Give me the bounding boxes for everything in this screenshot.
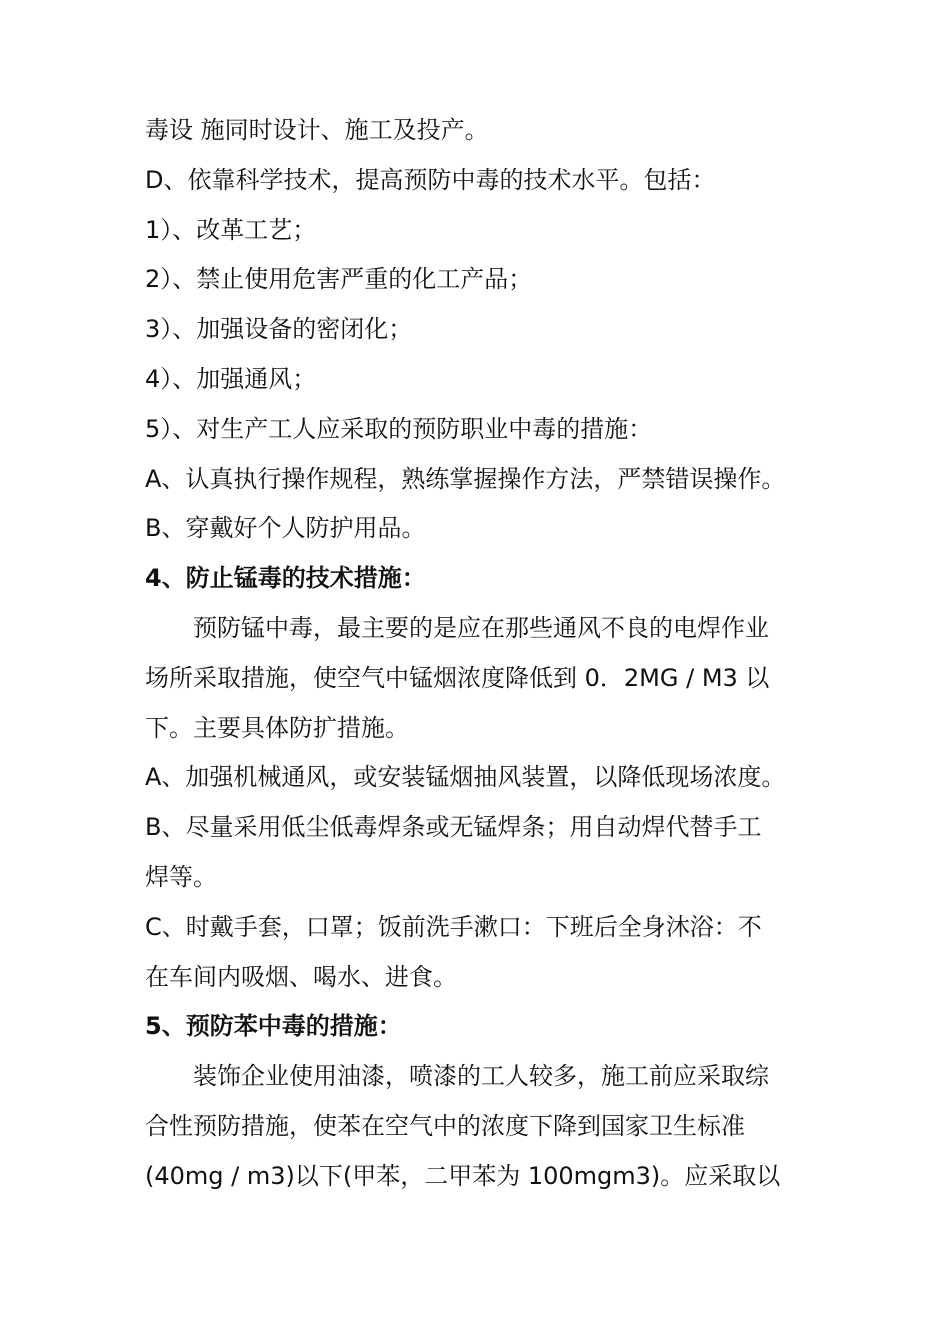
list-item: 1）、改革工艺； [145,215,317,244]
list-item: 5）、对生产工人应采取的预防职业中毒的措施： [145,414,653,443]
section-heading-manganese: 4、防止锰毒的技术措施： [145,564,426,593]
paragraph-line: (40mg / m3)以下(甲苯，二甲苯为 100mgm3)。应采取以 [145,1161,781,1190]
list-item-continuation: 在车间内吸烟、喝水、进食。 [145,962,457,991]
paragraph-line: 下。主要具体防扩措施。 [145,713,409,742]
list-item: 2）、禁止使用危害严重的化工产品； [145,265,533,294]
section-heading-benzene: 5、预防苯中毒的措施： [145,1012,402,1041]
paragraph-line: 装饰企业使用油漆，喷漆的工人较多，施工前应采取综 [193,1062,769,1091]
text-line: D、依靠科学技术，提高预防中毒的技术水平。包括： [145,165,716,194]
list-item: B、穿戴好个人防护用品。 [145,514,426,543]
list-item: A、加强机械通风，或安装锰烟抽风装置，以降低现场浓度。 [145,763,786,792]
list-item: 3）、加强设备的密闭化； [145,315,413,344]
text-line: 毒设 施同时设计、施工及投产。 [145,116,489,144]
list-item: A、认真执行操作规程，熟练掌握操作方法，严禁错误操作。 [145,464,786,493]
document-body [145,106,809,1202]
list-item: 4）、加强通风； [145,364,317,393]
paragraph-line: 合性预防措施，使苯在空气中的浓度下降到国家卫生标准 [145,1111,745,1140]
list-item: C、时戴手套，口罩；饭前洗手漱口：下班后全身沐浴：不 [145,912,762,941]
list-item: B、尽量采用低尘低毒焊条或无锰焊条；用自动焊代替手工 [145,813,762,842]
list-item-continuation: 焊等。 [145,862,217,891]
paragraph-line: 预防锰中毒，最主要的是应在那些通风不良的电焊作业 [193,613,769,642]
paragraph-line: 场所采取措施，使空气中锰烟浓度降低到 0．2MG / M3 以 [145,663,770,692]
